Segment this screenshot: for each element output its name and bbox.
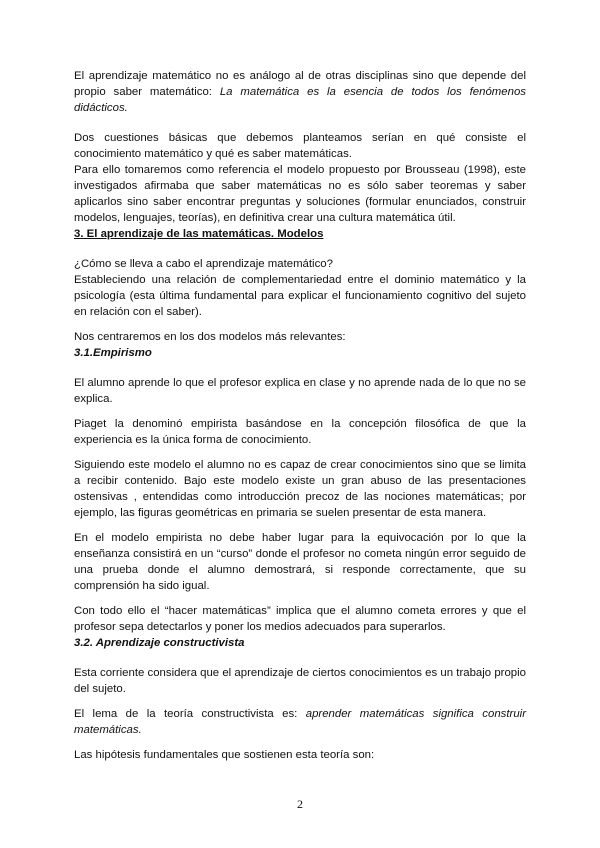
paragraph: Esta corriente considera que el aprendizaje de ciertos conocimientos es un trabajo propio del sujeto.: [74, 667, 526, 695]
paragraph: Las hipótesis fundamentales que sostienen esta teoría son:: [74, 749, 375, 761]
page-number: 2: [297, 797, 303, 811]
paragraph: Piaget la denominó empirista basándose en la concepción filosófica de que la experiencia es la única forma de conocimiento.: [74, 418, 526, 446]
paragraph: [74, 68, 526, 116]
paragraph: Estableciendo una relación de complementariedad entre el dominio matemático y la psicología (esta última fundamental para explicar el funcionamiento cognitivo del sujeto en relación con el saber).: [74, 274, 526, 318]
paragraph: Para ello tomaremos como referencia el modelo propuesto por Brousseau (1998), este investigados afirmaba que saber matemáticas no es sólo saber teoremas y saber aplicarlos sino saber encontrar preguntas y soluciones (formular enunciados, construir modelos, lenguajes, teorías), en definitiva crear una cultura matemática útil.: [74, 164, 526, 224]
paragraph-text: El aprendizaje matemático no es análogo al de otras disciplinas sino que depende del propio saber matemático:: [74, 70, 526, 98]
paragraph: Nos centraremos en los dos modelos más relevantes:: [74, 331, 346, 343]
emphasis-text: aprender matemáticas significa construir matemáticas.: [74, 708, 526, 736]
subsection-title: 3.2. Aprendizaje constructivista: [74, 637, 245, 649]
section-title: 3. El aprendizaje de las matemáticas. Modelos: [74, 228, 324, 240]
paragraph: [74, 706, 526, 738]
paragraph: Dos cuestiones básicas que debemos planteamos serían en qué consiste el conocimiento matemático y qué es saber matemáticas.: [74, 132, 526, 160]
paragraph-text: El lema de la teoría constructivista es:: [74, 708, 306, 720]
paragraph: El alumno aprende lo que el profesor explica en clase y no aprende nada de lo que no se explica.: [74, 377, 526, 405]
paragraph: Siguiendo este modelo el alumno no es capaz de crear conocimientos sino que se limita a recibir contenido. Bajo este modelo existe un gran abuso de las presentaciones ostensivas , entendidas como introducción precoz de las nociones matemáticas; por ejemplo, las figuras geométricas en primaria se suelen presentar de esta manera.: [74, 459, 526, 519]
emphasis-text: La matemática es la esencia de todos los fenómenos didácticos.: [74, 86, 526, 114]
subsection-title: 3.1.Empirismo: [74, 347, 152, 359]
paragraph: Con todo ello el “hacer matemáticas” implica que el alumno cometa errores y que el profesor sepa detectarlos y poner los medios adecuados para superarlos.: [74, 605, 526, 633]
page-content: [74, 68, 526, 763]
paragraph: ¿Cómo se lleva a cabo el aprendizaje matemático?: [74, 258, 333, 270]
paragraph: En el modelo empirista no debe haber lugar para la equivocación por lo que la enseñanza consistirá en un “curso” donde el profesor no cometa ningún error seguido de una prueba donde el alumno demostrará, si responde correctamente, que su comprensión ha sido igual.: [74, 532, 526, 592]
